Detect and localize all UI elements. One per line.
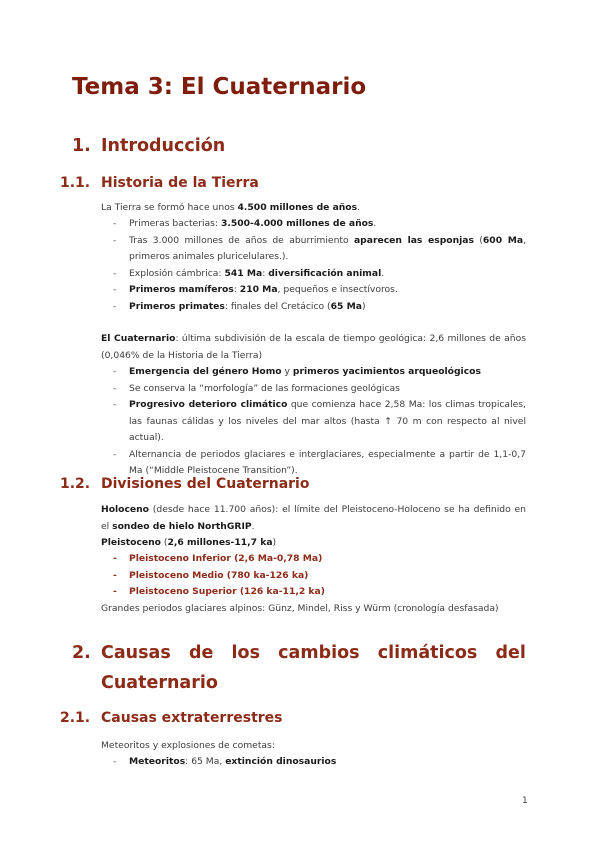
page-title: Tema 3: El Cuaternario (72, 74, 367, 100)
title-word: de (188, 643, 214, 663)
section-1-title: Introducción (101, 136, 226, 156)
paragraph-meteoritos: Meteoritos y explosiones de cometas: (101, 740, 275, 751)
cuaternario-list (101, 364, 526, 480)
list-item: - Primeros mamíferos: 210 Ma, pequeños e insectívoros. (101, 282, 526, 299)
section-2-1-number: 2.1. (60, 710, 91, 726)
section-1-number: 1. (72, 136, 91, 156)
list-item: - Meteoritos: 65 Ma, extinción dinosaurios (101, 754, 526, 771)
pleistoceno-list (101, 551, 526, 601)
paragraph-earth-age: La Tierra se formó hace unos 4.500 millones de años. (101, 202, 361, 213)
list-item: - Pleistoceno Inferior (2,6 Ma-0,78 Ma) (101, 551, 526, 568)
paragraph-holoceno: Holoceno (desde hace 11.700 años): el límite del Pleistoceno-Holoceno se ha definido en el sondeo de hielo NorthGRIP. (101, 504, 526, 532)
section-1-2-number: 1.2. (60, 476, 91, 492)
section-1-1-title: Historia de la Tierra (101, 175, 259, 191)
section-1-1-number: 1.1. (60, 175, 91, 191)
list-item: - Primeras bacterias: 3.500-4.000 millones de años. (101, 216, 526, 233)
meteoritos-list (101, 754, 526, 771)
paragraph-cuaternario: El Cuaternario: última subdivisión de la escala de tiempo geológica: 2,6 millones de años (0,046% de la Historia de la Tierra) (101, 333, 527, 361)
section-2-title-line-1 (101, 643, 526, 663)
title-word: los (231, 643, 260, 663)
list-item: - Tras 3.000 millones de años de aburrimiento aparecen las esponjas (600 Ma, primeros animales pluricelulares.). (101, 233, 526, 266)
title-word: Causas (101, 643, 171, 663)
section-1-2-title: Divisiones del Cuaternario (101, 476, 310, 492)
list-item: - Primeros primates: finales del Cretácico (65 Ma) (101, 299, 526, 316)
title-word: del (495, 643, 526, 663)
list-item: - Explosión cámbrica: 541 Ma: diversificación animal. (101, 266, 526, 283)
paragraph-alpine-glaciations: Grandes periodos glaciares alpinos: Günz, Mindel, Riss y Würm (cronología desfasada) (101, 603, 499, 614)
page-number: 1 (522, 796, 528, 806)
section-2-title-line-2: Cuaternario (101, 673, 218, 693)
list-item: - Progresivo deterioro climático que comienza hace 2,58 Ma: los climas tropicales, las faunas cálidas y los niveles del mar altos (hasta ↑ 70 m con respecto al nivel actual). (101, 397, 526, 447)
list-item: - Pleistoceno Medio (780 ka-126 ka) (101, 568, 526, 585)
section-2-number: 2. (72, 643, 91, 663)
title-word: cambios (278, 643, 360, 663)
section-2-1-title: Causas extraterrestres (101, 710, 283, 726)
list-item: - Se conserva la “morfología” de las formaciones geológicas (101, 381, 526, 398)
list-item: - Pleistoceno Superior (126 ka-11,2 ka) (101, 584, 526, 601)
paragraph-pleistoceno: Pleistoceno (2,6 millones-11,7 ka) (101, 537, 277, 548)
history-list (101, 216, 526, 315)
list-item: - Alternancia de periodos glaciares e interglaciares, especialmente a partir de 1,1-0,7 Ma (“Middle Pleistocene Transition”). (101, 447, 526, 480)
title-word: climáticos (377, 643, 478, 663)
list-item: - Emergencia del género Homo y primeros yacimientos arqueológicos (101, 364, 526, 381)
